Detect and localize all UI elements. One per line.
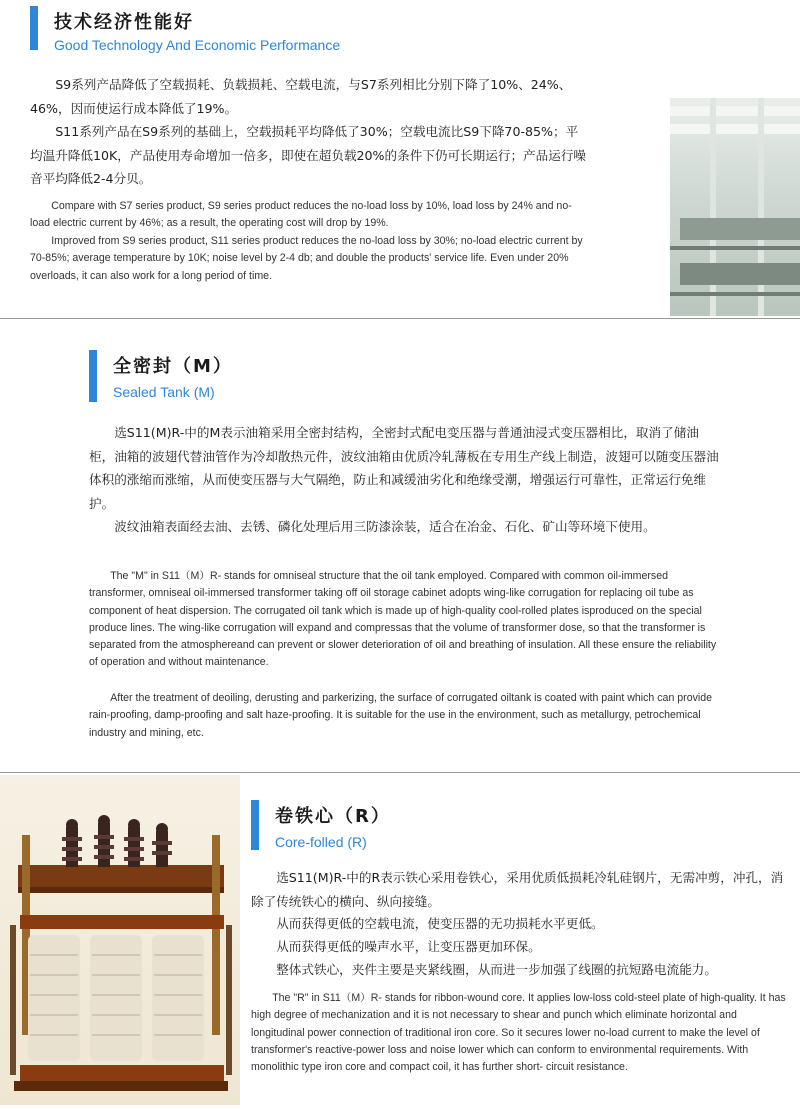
section-title-en: Core-folled (R) (275, 834, 367, 850)
body-paragraph-cn: S11系列产品在S9系列的基础上，空载损耗平均降低了30%；空载电流比S9下降70-85%；平均温升降低10K，产品使用寿命增加一倍多，即使在超负载20%的条件下仍可长期运行；产品运行噪音平均降低2-4分贝。 (30, 124, 587, 186)
body-paragraph-cn: 选S11(M)R-中的R表示铁心采用卷铁心，采用优质低损耗冷轧硅钢片，无需冲剪，冲孔，消除了传统铁心的横向、纵向接缝。 (251, 870, 784, 909)
body-paragraph-en: Improved from S9 series product, S11 series product reduces the no-load loss by 30%; no-load electric current by 70-85%; average temperature by 10K; noise level by 2-4 db; and double the products' service life. Even under 20% overloads, it can also work for a long period of time. (30, 235, 583, 282)
body-paragraph-en: Compare with S7 series product, S9 series product reduces the no-load loss by 10%, load loss by 24% and no- load electric current by 46%; as a result, the operating cost will drop by 19%. (30, 200, 572, 230)
body-paragraph-cn: 波纹油箱表面经去油、去锈、磷化处理后用三防漆涂装，适合在冶金、石化、矿山等环境下使用。 (114, 519, 656, 534)
section-accent-bar (89, 350, 97, 402)
body-paragraph-en: The "M" in S11（M）R- stands for omniseal structure that the oil tank employed. Compared with common oil-immersed transformer, omniseal oil-immersed transformer taking off oil storage cabinet adopts wing-like corrugation for replacing oil tube as component of heat dispersion. The corrugated oil tank which is made up of high-quality cool-rolled plates isproduced on the special produce lines. The wing-like corrugation will expand and compressas that the volume of transformer dose, so that the transformer is separated from the atmosphereand can prevent or slower deterioration of oil and breathing of insulation. All these ensure the reliability of operation and without maintenance. (89, 570, 717, 669)
section-title-en: Sealed Tank (M) (113, 384, 215, 400)
section-title-en: Good Technology And Economic Performance (54, 37, 341, 53)
section-divider (0, 318, 800, 319)
body-paragraph-cn: 从而获得更低的噪声水平，让变压器更加环保。 (276, 939, 541, 954)
body-paragraph-cn: 从而获得更低的空载电流，使变压器的无功损耗水平更低。 (276, 916, 604, 931)
section-accent-bar (30, 6, 38, 50)
section-accent-bar (251, 800, 259, 850)
section-title-cn: 全密封（M） (113, 356, 233, 377)
body-paragraph-en: After the treatment of deoiling, derusting and parkerizing, the surface of corrugated oiltank is coated with paint which can provide rain-proofing, damp-proofing and salt haze-proofing. It is suitable for the use in the environment, such as metallurgy, petrochemical industry and mining, etc. (89, 692, 713, 739)
transformer-icon (0, 775, 240, 1105)
section-title-cn: 技术经济性能好 (54, 12, 194, 33)
factory-photo (670, 98, 800, 316)
section-divider (0, 772, 800, 773)
body-paragraph-cn: S9系列产品降低了空载损耗、负载损耗、空载电流，与S7系列相比分别下降了10%、24%、46%，因而使运行成本降低了19%。 (30, 77, 572, 116)
section-title-cn: 卷铁心（R） (275, 806, 391, 827)
body-paragraph-en: The "R" in S11（M）R- stands for ribbon-wound core. It applies low-loss cold-steel plate of high-quality. It has high degree of mechanization and it is not necessary to shear and punch which eliminate horizontal and longitudinal power connection of traditional iron core. So it secures lower no-load current to make the level of transformer's reactive-power loss and noise lower which can conform to environmental requirements. With monolithic type iron core and compact coil, it has further short- circuit resistance. (251, 992, 786, 1074)
body-paragraph-cn: 选S11(M)R-中的M表示油箱采用全密封结构，全密封式配电变压器与普通油浸式变压器相比，取消了储油柜，油箱的波翅代替油管作为冷却散热元件，波纹油箱由优质冷轧薄板在专用生产线上制造，波翅可以随变压器油体积的涨缩而涨缩，从而使变压器与大气隔绝，防止和减缓油劣化和绝缘受潮，增强运行可靠性，正常运行免维护。 (89, 425, 719, 511)
body-paragraph-cn: 整体式铁心，夹件主要是夹紧线圈，从而进一步加强了线圈的抗短路电流能力。 (276, 962, 717, 977)
transformer-photo (0, 775, 240, 1105)
